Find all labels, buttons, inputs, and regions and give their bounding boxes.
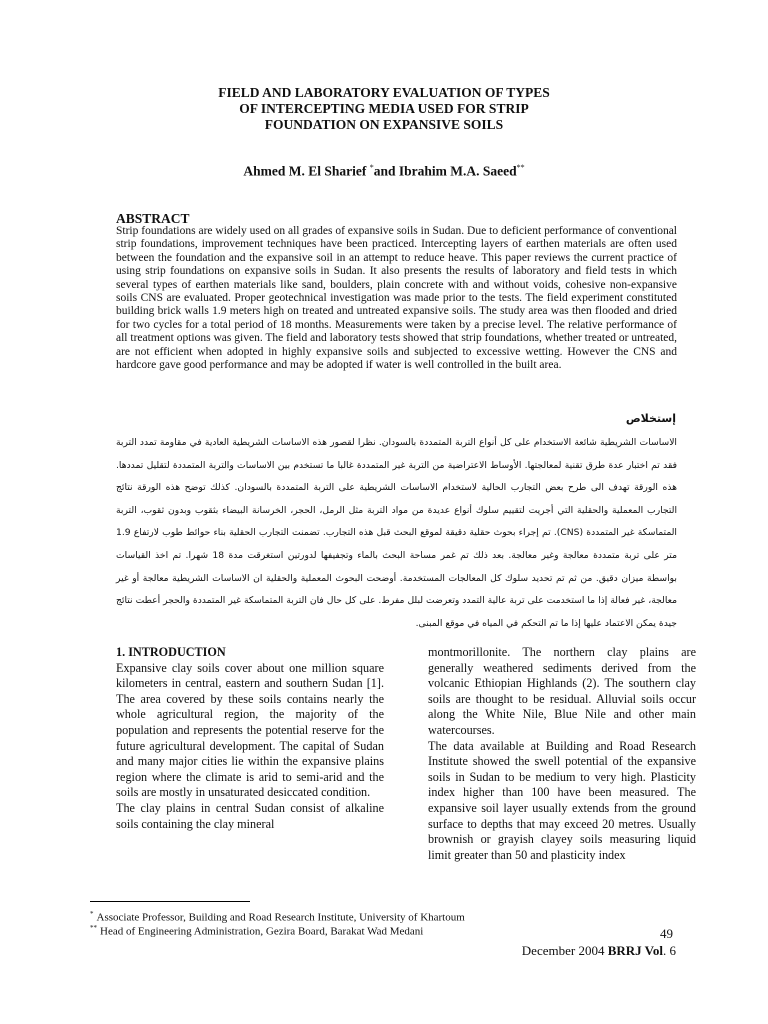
footnote-1-mark: * (90, 910, 94, 918)
author-line (120, 163, 648, 180)
footer-journal: BRRJ (607, 943, 642, 958)
paper-title (120, 85, 648, 133)
footnote-1-text: Associate Professor, Building and Road Research Institute, University of Khartoum (96, 911, 465, 924)
footer-date: December 2004 (521, 943, 608, 958)
footnote-divider (90, 901, 250, 902)
arabic-abstract-text: الاساسات الشريطية شائعة الاستخدام على كل أنواع التربة المتمددة بالسودان. نظرا لقصور هذه الاساسات الشريطية العادية في مقاومة تمدد التربة فقد تم اختبار عدة طرق تقنية لمعالجتها. الأوساط الاعتراضية من التربة غير المتمددة غالبا ما تستخدم بين الاساسات والتربة المتمددة لتقليل تمددها. هذه الورقة تهدف الى طرح بعض التجارب الحالية لاستخدام الاساسات الشريطية على التربة المتمددة بالسودان. كذلك توضح هذه الورقة نتائج التجارب المعملية والحقلية التي أجريت لتقييم سلوك أنواع عديدة من مواد التربة مثل الرمل، الحجر، الخرسانة البيضاء بثقوب وبدون ثقوب، التربة المتماسكة غير المتمددة (CNS). تم إجراء بحوث حقلية دقيقة لموقع البحث قبل هذه التجارب. تضمنت التجارب الحقلية بناء حوائط طوب لارتفاع 1.9 متر على تربة متمددة معالجة وغير معالجة. بعد ذلك تم غمر مساحة البحث بالماء وتجفيفها لدورتين استغرقت مدة 18 شهرا. تم اخذ القياسات بواسطة ميزان دقيق. من ثم تم تحديد سلوك كل المعالجات المستخدمة. أوضحت البحوث المعملية والحقلية ان الاساسات الشريطية معالجة أو غير معالجة، غير فعالة إذا ما استخدمت على تربة عالية التمدد وتعرضت لبلل مفرط. على كل حال فان التربة المتماسكة غير المتمددة والحجر أعطت نتائج جيدة يمكن الاعتماد عليها إذا ما تم التحكم في المياه في موقع المبنى. (116, 437, 677, 629)
journal-footer (460, 943, 676, 959)
introduction-right-column (428, 645, 696, 863)
author-1: Ahmed M. El Sharief (243, 163, 370, 179)
title-line-1: FIELD AND LABORATORY EVALUATION OF TYPES (218, 85, 550, 100)
introduction-paragraph-1: Expansive clay soils cover about one million square kilometers in central, eastern and southern Sudan [1]. The area covered by these soils contains nearly the whole agricultural region, the majority of the population and represents the potential reserve for the future agricultural development. The capital of Sudan and many major cities lie within the expansive plains region where the climate is arid to semi-arid and the soils are mostly in unsaturated desiccated condition. (116, 660, 384, 800)
arabic-abstract-heading: إستخلاص (625, 412, 676, 425)
footnote-2-text: Head of Engineering Administration, Gezira Board, Barakat Wad Medani (100, 925, 424, 938)
footer-vol-number: . 6 (663, 943, 676, 958)
author-2-mark: ** (516, 163, 525, 172)
author-1-mark: * (369, 163, 374, 172)
footnote-2-mark: ** (90, 924, 97, 932)
author-2: and Ibrahim M.A. Saeed (373, 163, 517, 179)
introduction-left-column (116, 645, 384, 832)
introduction-paragraph-4: The data available at Building and Road Research Institute showed the swell potential of the expansive soils in Sudan to be medium to very high. Plasticity index higher than 100 have been measured. The expansive soil layer usually extends from the ground surface to depths that may exceed 20 metres. Usually brownish or grayish clayey soils measuring liquid limit greater than 50 and plasticity index (428, 738, 696, 862)
footer-vol-label: Vol (641, 943, 663, 958)
abstract-text: Strip foundations are widely used on all grades of expansive soils in Sudan. Due to deficient performance of conventional strip foundations, improvement techniques have been practiced. Intercepting layers of earthen materials are often used between the foundation and the expansive soil in an attempt to reduce heave. This paper reviews the current practice of using strip foundations on expansive soils in Sudan. It also presents the results of laboratory and field tests in which several types of earthen materials like sand, boulders, plain concrete with and without voids, cohesive non-expansive soils CNS are evaluated. Proper geotechnical investigation was made prior to the tests. The field experiment constituted building brick walls 1.9 meters high on treated and untreated expansive soils. The study area was then flooded and dried for two cycles for a total period of 18 months. Measurements were taken by a precise level. The relative performance of all treatment options was given. The field and laboratory tests showed that strip foundations, whether treated or untreated, are not efficient when adopted in highly expansive soils and subjected to excessive wetting. However the CNS and hardcore gave good performance and may be adopted if water is well controlled in the built area. (116, 225, 677, 372)
introduction-paragraph-2: The clay plains in central Sudan consist of alkaline soils containing the clay mineral (116, 800, 384, 831)
title-line-3: FOUNDATION ON EXPANSIVE SOILS (264, 117, 504, 132)
page-number: 49 (660, 926, 673, 941)
abstract-heading: ABSTRACT (116, 211, 190, 226)
footnote-2 (90, 922, 423, 939)
title-line-2: OF INTERCEPTING MEDIA USED FOR STRIP (239, 101, 529, 116)
introduction-paragraph-3: montmorillonite. The northern clay plains are generally weathered sediments derived from the volcanic Ethiopian Highlands (2). The southern clay soils are thought to be residual. Alluvial soils occur along the White Nile, Blue Nile and other main watercourses. (428, 645, 696, 737)
introduction-heading: 1. INTRODUCTION (116, 645, 226, 659)
